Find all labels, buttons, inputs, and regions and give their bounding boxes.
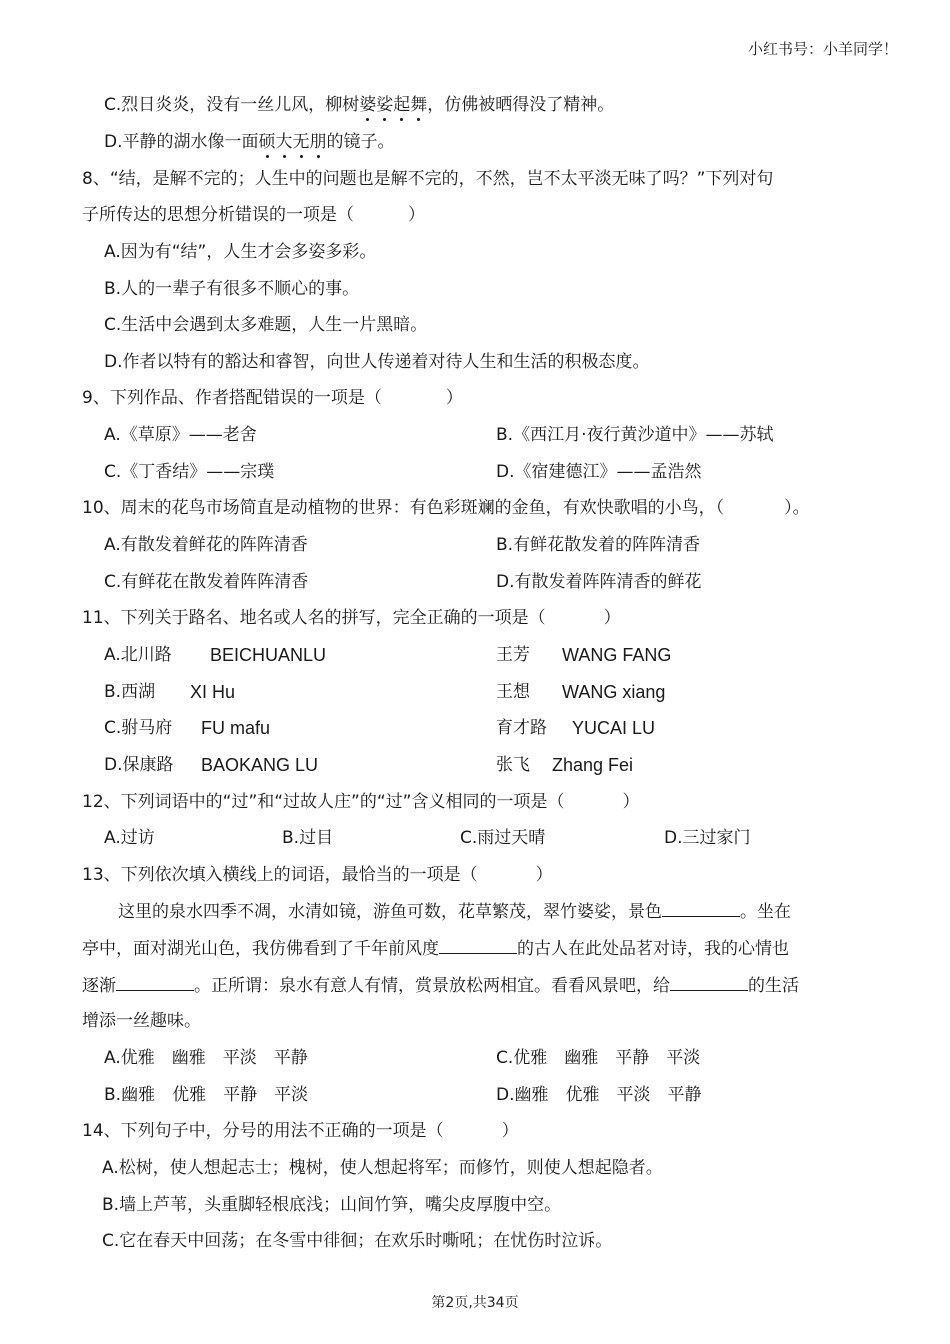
q14-option-a: A.松树，使人想起志士；槐树，使人想起将军；而修竹，则使人想起隐者。 (102, 1158, 663, 1178)
q10-stem: 10、周末的花鸟市场简直是动植物的世界：有色彩斑斓的金鱼，有欢快歌唱的小鸟，（ ）。 (82, 498, 810, 518)
page-header: 小红书号：小羊同学！ (747, 40, 898, 58)
q11-c-label: C.驸马府 (104, 718, 173, 738)
emphasis-char: 起 (393, 95, 411, 115)
q11-d-right-pinyin: Zhang Fei (552, 755, 634, 775)
emphasis-char: 婆 (359, 95, 377, 115)
q11-c-right-pinyin: YUCAI LU (572, 718, 656, 738)
q12-stem: 12、下列词语中的“过”和“过故人庄”的“过”含义相同的一项是（ ） (82, 792, 640, 812)
q11-d-pinyin: BAOKANG LU (201, 755, 319, 775)
fill-blank (116, 974, 194, 991)
q14-option-c: C.它在春天中回荡；在冬雪中徘徊；在欢乐时嘶吼；在忧伤时泣诉。 (102, 1231, 613, 1251)
q8-option-b: B.人的一辈子有很多不顺心的事。 (104, 279, 360, 299)
q7-option-d: D.平静的湖水像一面硕大无朋的镜子。 (104, 132, 395, 152)
q13-stem: 13、下列依次填入横线上的词语，最恰当的一项是（ ） (82, 865, 553, 885)
q9-option-a: A.《草原》——老舍 (104, 425, 257, 445)
q7-option-c: C.烈日炎炎，没有一丝儿风，柳树婆娑起舞，仿佛被晒得没了精神。 (104, 95, 615, 115)
q8-stem-line1: 8、“结，是解不完的；人生中的问题也是解不完的，不然，岂不太平淡无味了吗？”下列对句 (82, 169, 774, 189)
q10-option-b: B.有鲜花散发着的阵阵清香 (496, 535, 701, 555)
fill-blank (439, 937, 517, 954)
q13-passage-line3: 逐渐 。正所谓：泉水有意人有情，赏景放松两相宜。看看风景吧，给 的生活 (82, 976, 799, 996)
q11-b-right-label: 王想 (496, 682, 530, 702)
q11-c-pinyin: FU mafu (201, 718, 271, 738)
q11-b-pinyin: XI Hu (190, 682, 236, 702)
q12-option-b: B.过目 (282, 828, 334, 848)
q11-d-right-label: 张飞 (496, 755, 530, 775)
q11-stem: 11、下列关于路名、地名或人名的拼写，完全正确的一项是（ ） (82, 608, 621, 628)
q11-c-right-label: 育才路 (496, 718, 547, 738)
emphasis-char: 无 (292, 132, 310, 152)
q11-a-pinyin: BEICHUANLU (210, 645, 327, 665)
page-footer: 第2页,共34页 (431, 1295, 519, 1311)
q13-passage-line2: 亭中，面对湖光山色，我仿佛看到了千年前风度 的古人在此处品茗对诗，我的心情也 (82, 939, 789, 959)
q10-option-c: C.有鲜花在散发着阵阵清香 (104, 572, 309, 592)
emphasis-char: 娑 (376, 95, 394, 115)
q8-option-c: C.生活中会遇到太多难题，人生一片黑暗。 (104, 315, 428, 335)
q13-passage-line1: 这里的泉水四季不凋，水清如镜，游鱼可数，花草繁茂，翠竹婆娑，景色 。坐在 (118, 902, 791, 922)
q9-stem: 9、下列作品、作者搭配错误的一项是（ ） (82, 388, 463, 408)
q9-option-c: C.《丁香结》——宗璞 (104, 462, 275, 482)
q11-b-label: B.西湖 (104, 682, 156, 702)
emphasis-char: 舞 (410, 95, 428, 115)
q14-option-b: B.墙上芦苇，头重脚轻根底浅；山间竹笋，嘴尖皮厚腹中空。 (102, 1195, 562, 1215)
q14-stem: 14、下列句子中，分号的用法不正确的一项是（ ） (82, 1121, 519, 1141)
q11-a-label: A.北川路 (104, 645, 172, 665)
emphasis-char: 大 (275, 132, 293, 152)
q11-d-label: D.保康路 (104, 755, 174, 775)
emphasis-char: 朋 (309, 132, 327, 152)
q9-option-d: D.《宿建德江》——孟浩然 (496, 462, 702, 482)
q13-option-a: A.优雅 幽雅 平淡 平静 (104, 1048, 308, 1068)
q13-option-d: D.幽雅 优雅 平淡 平静 (496, 1085, 702, 1105)
q10-option-d: D.有散发着阵阵清香的鲜花 (496, 572, 702, 592)
q8-stem-line2: 子所传达的思想分析错误的一项是（ ） (82, 205, 425, 225)
emphasis-char: 硕 (258, 132, 276, 152)
q12-option-a: A.过访 (104, 828, 155, 848)
q11-b-right-pinyin: WANG xiang (562, 682, 666, 702)
q9-option-b: B.《西江月·夜行黄沙道中》——苏轼 (496, 425, 774, 445)
q13-option-b: B.幽雅 优雅 平静 平淡 (104, 1085, 309, 1105)
q11-a-right-label: 王芳 (496, 645, 530, 665)
q10-option-a: A.有散发着鲜花的阵阵清香 (104, 535, 308, 555)
q12-option-d: D.三过家门 (664, 828, 751, 848)
fill-blank (662, 900, 740, 917)
q12-option-c: C.雨过天晴 (460, 828, 546, 848)
q13-option-c: C.优雅 幽雅 平静 平淡 (496, 1048, 701, 1068)
q13-passage-line4: 增添一丝趣味。 (82, 1011, 201, 1031)
fill-blank (670, 974, 748, 991)
q8-option-a: A.因为有“结”，人生才会多姿多彩。 (104, 242, 377, 262)
q8-option-d: D.作者以特有的豁达和睿智，向世人传递着对待人生和生活的积极态度。 (104, 352, 650, 372)
q11-a-right-pinyin: WANG FANG (562, 645, 672, 665)
